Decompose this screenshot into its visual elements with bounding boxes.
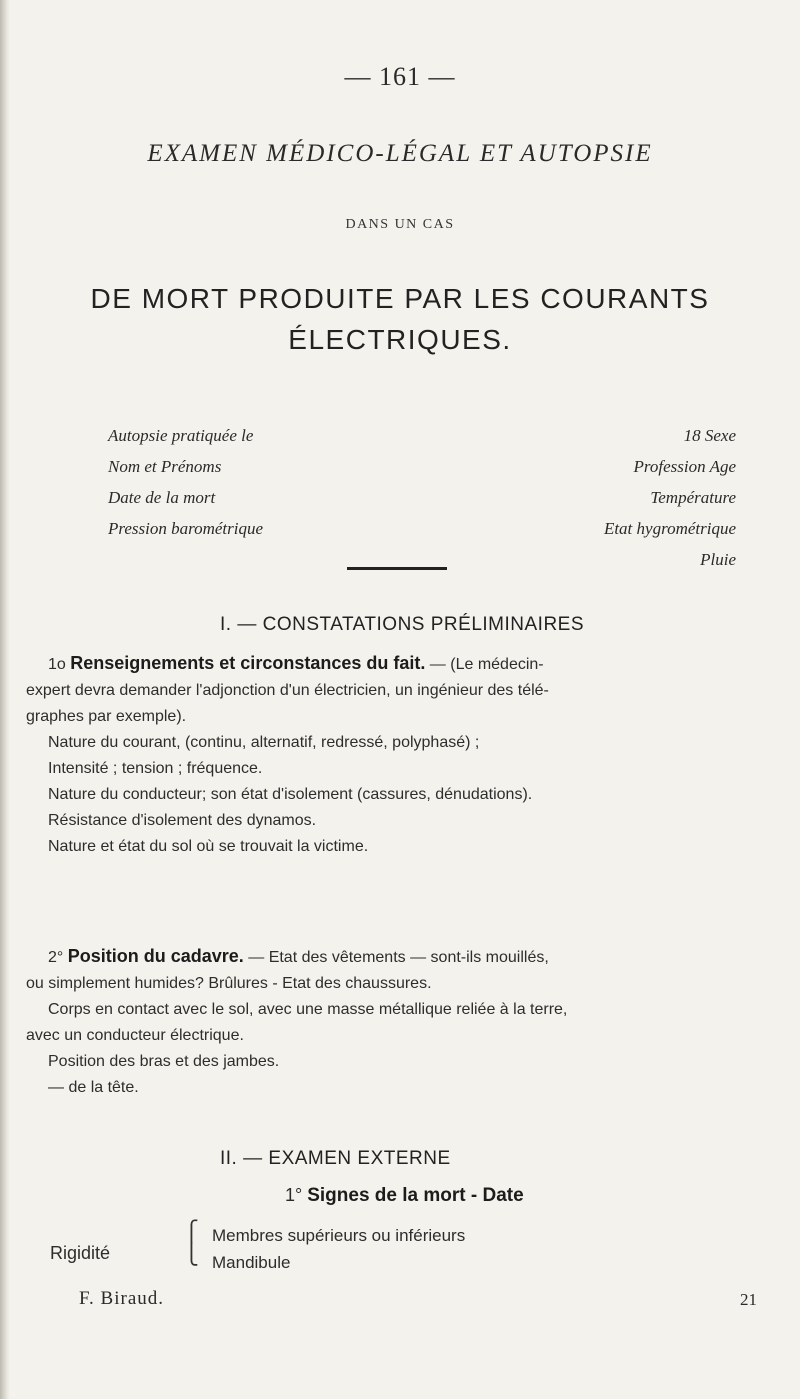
item-1-title: Renseignements et circonstances du fait. xyxy=(70,653,426,673)
footer-signature: 21 xyxy=(740,1290,757,1309)
form-field: Nom et Prénoms xyxy=(108,457,222,476)
paragraph-line: graphes par exemple). xyxy=(26,708,187,725)
form-field: 18 Sexe xyxy=(683,426,736,445)
subtitle-small: DANS UN CAS xyxy=(345,217,455,232)
section-1-item-1 xyxy=(26,650,761,860)
rigidite-label: Rigidité xyxy=(50,1243,111,1263)
item-2-title: Position du cadavre. xyxy=(67,946,244,966)
signes-number: 1° xyxy=(285,1185,303,1205)
footer-author: F. Biraud. xyxy=(79,1288,165,1309)
item-1-number: 1o xyxy=(48,656,66,673)
rigidite-item: Membres supérieurs ou inférieurs xyxy=(212,1226,466,1245)
form-fields-left xyxy=(108,420,263,544)
section-2-heading: II. — EXAMEN EXTERNE xyxy=(220,1148,451,1169)
item-1-first-line xyxy=(26,650,761,678)
form-field: Pression barométrique xyxy=(108,519,264,538)
paragraph-line: Position des bras et des jambes. xyxy=(48,1053,280,1070)
paragraph-line: Intensité ; tension ; fréquence. xyxy=(48,760,263,777)
section-1-item-2 xyxy=(26,943,761,1101)
item-2-first-line xyxy=(26,943,761,971)
signes-title: Signes de la mort - Date xyxy=(307,1185,524,1206)
divider-rule xyxy=(347,567,447,570)
rigidite-item: Mandibule xyxy=(212,1253,291,1272)
form-field: Date de la mort xyxy=(108,488,216,507)
form-field: Etat hygrométrique xyxy=(603,519,736,538)
form-field: Température xyxy=(650,488,736,507)
paragraph-line: Nature et état du sol où se trouvait la victime. xyxy=(48,838,369,855)
page-number: — 161 — xyxy=(344,62,456,91)
page-title: EXAMEN MÉDICO-LÉGAL ET AUTOPSIE xyxy=(147,140,653,167)
paragraph-line: expert devra demander l'adjonction d'un électricien, un ingénieur des télé- xyxy=(26,682,549,699)
paragraph-line: avec un conducteur électrique. xyxy=(26,1027,244,1044)
form-field: Autopsie pratiquée le xyxy=(108,426,254,445)
paragraph-line: Corps en contact avec le sol, avec une masse métallique reliée à la terre, xyxy=(48,1001,568,1018)
form-field: Profession Age xyxy=(633,457,736,476)
item-2-number: 2° xyxy=(48,949,64,966)
paragraph-line: ou simplement humides? Brûlures - Etat des chaussures. xyxy=(26,975,432,992)
page-edge-shadow xyxy=(0,0,10,1399)
section-2-item-1 xyxy=(285,1185,524,1207)
item-1-text: — (Le médecin- xyxy=(425,656,544,673)
form-field: Pluie xyxy=(700,550,736,569)
section-1-heading: I. — CONSTATATIONS PRÉLIMINAIRES xyxy=(220,614,585,635)
item-2-text: — Etat des vêtements — sont-ils mouillés, xyxy=(243,949,549,966)
subtitle-line-1: DE MORT PRODUITE PAR LES COURANTS xyxy=(90,283,710,314)
brace-icon: ⎧ ⎩ xyxy=(184,1219,199,1266)
paragraph-line: Résistance d'isolement des dynamos. xyxy=(48,812,317,829)
subtitle-line-2: ÉLECTRIQUES. xyxy=(288,324,512,355)
paragraph-line: Nature du conducteur; son état d'isolement (cassures, dénudations). xyxy=(48,786,533,803)
paragraph-line: Nature du courant, (continu, alternatif, redressé, polyphasé) ; xyxy=(48,734,480,751)
form-fields-right xyxy=(604,420,736,575)
rigidite-items xyxy=(212,1222,465,1276)
paragraph-line: — de la tête. xyxy=(48,1079,139,1096)
